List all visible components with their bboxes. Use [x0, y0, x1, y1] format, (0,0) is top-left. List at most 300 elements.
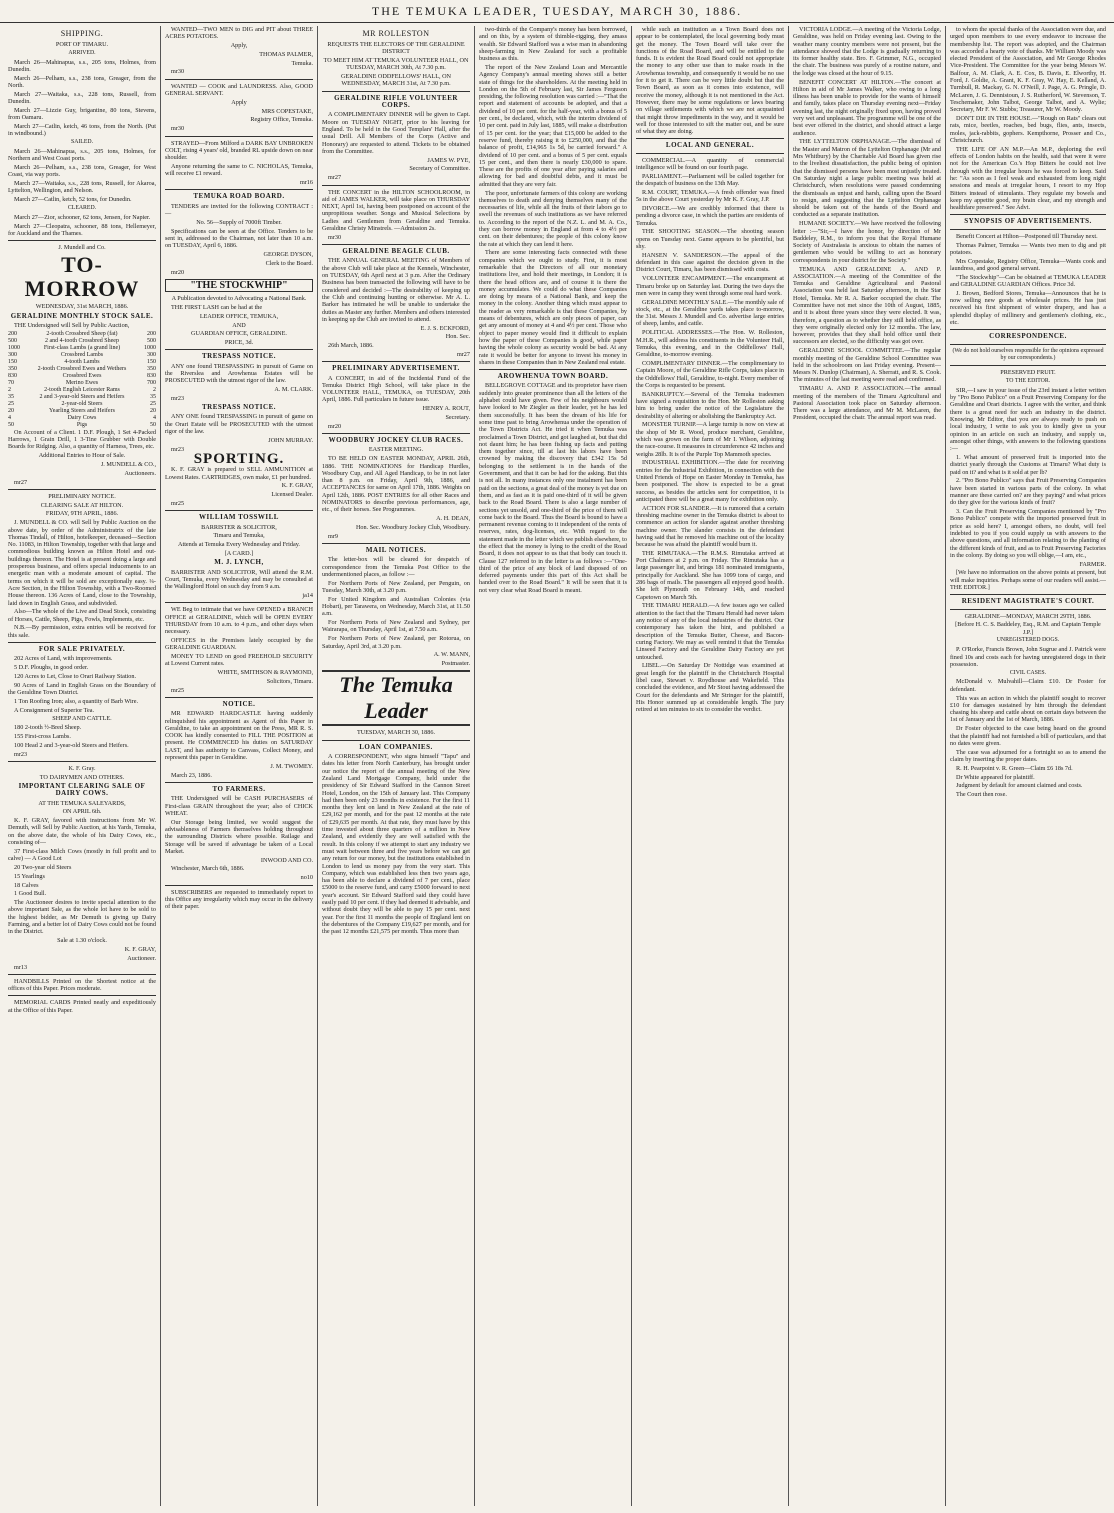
- wanted-apply: Apply,: [230, 42, 248, 50]
- divider: [165, 510, 313, 511]
- divider: [8, 642, 156, 643]
- notice-text: MR EDWARD HARDCASTLE having suddenly relinquished his appointment as Agent of this Paper in Geraldine, to take an appointment on the Press, MR R. S. COOK has kindly consented to FILL THE POSITION at present. He COMMENCED his duties on SATURDAY LAST, and has authority to Canvass, Collect Money, and represent this paper in Geraldine.: [165, 710, 313, 762]
- stock-quantity: 200: [147, 330, 156, 337]
- easter-heading: EASTER MEETING.: [368, 446, 424, 454]
- divider: [636, 153, 784, 154]
- news-item: LIBEL.—On Saturday Dr Nottidge was examined at great length for the plaintiff in the Christchurch Hospital libel case, Stewart v. Roydhouse and Wakefield. This concluded the evidence, and Mr Stout having addressed the Court for the defendants and Mr Stringer for the plaintiff, His Honor summed up at considerable length. The jury retired at ten minutes to six to consider the verdict.: [636, 662, 784, 714]
- editorial-paragraph: The report of the New Zealand Loan and Mercantile Agency Company's annual meeting shows still a better state of things for the shareholders. At the meeting held in London on the 5th of February last, Sir James Ferguson presiding, the following resolution was carried :—"That the report and statement of accounts be adopted, and that a dividend of 10 per cent. for the half-year, with a bonus of 5 per cent., be declared, which, with the interim dividend of 10 per cent. paid in July last, 1885, will make a distribution of 15 per cent. for the year; that £15,000 be added to the reserve fund, thereby raising it to £250,000, and that the balance of profit, £14,965 1s 5d, be carried forward." A dividend of 10 per cent. and a bonus of 5 per cent. equals 15 per cent., and then there is nearly £30,000 to spare. These are the profits of one year after paying salaries and allowing for bad and doubtful debts, and it must be admitted that they are very fair.: [479, 63, 627, 188]
- stock-row: [8, 380, 156, 387]
- divider: [479, 369, 627, 370]
- court-before: [Before H. C. S. Baddeley, Esq., R.M. and Captain Temple J.P.]: [955, 621, 1101, 636]
- stock-quantity: 35: [150, 393, 156, 400]
- divider: [950, 214, 1106, 215]
- cleared-heading: CLEARED.: [67, 204, 97, 211]
- clearing-nb: N.B.—By permission, extra entries will be received for this sale.: [8, 624, 156, 639]
- divider: [950, 344, 1106, 345]
- stock-description: 2 and 4-tooth Crossbred Sheep: [44, 337, 119, 344]
- sporting-text: K. F. GRAY is prepared to SELL AMMUNITION at Lowest Rates. CARTRIDGES, own make, £1 per hundred.: [165, 466, 313, 481]
- mail-text: The letter-box will be cleared for despatch of correspondence from the Temuka Post Office to the undermentioned places, as follow :—: [322, 556, 470, 578]
- letter-paragraph: SIR,—I saw in your issue of the 23rd instant a letter written by "Pro Bono Publico" on a Fruit Preserving Company for the Geraldine and Orari districts. I agree with the writer, and think there is a great need for such an industry in the district. Knowing, Mr Editor, that you are always ready to push on local industry, I write to ask you to kindly give us your opinion in an article on such an industry, and supply us, amongst other things, with answers to the following questions :—: [950, 386, 1106, 453]
- money-signature: WHITE, SMITHSON & RAYMOND,: [217, 669, 313, 677]
- divider: [165, 885, 313, 886]
- news-item: HANSEN V. SANDERSON.—The appeal of the defendant in this case against the decision given in the District Court, Timaru, has been dismissed with costs.: [636, 251, 784, 274]
- letter-paragraph: 2. "Pro Bono Publico" says that Fruit Preserving Companies have been started in various parts of the colony. In what manner are these carried on? are they paying? and what prices do they give for the various kinds of fruit?: [950, 477, 1106, 507]
- page-columns: [4, 26, 1110, 1506]
- divider: [8, 761, 156, 762]
- for-sale-item: 5 D.F. Ploughs, in good order.: [14, 664, 89, 672]
- news-item: MONSTER TURNIP.—A large turnip is now on view at the shop of Mr R. Wood, produce merchant, Geraldine, which was grown on the farm of Mr I. Wilson, adjoining the race-course. It measures in circumference 42 inches and weighs 28lb. It is of the Purple Top Mammoth species.: [636, 421, 784, 458]
- clearing-also: Also—The whole of the Live and Dead Stock, consisting of Horses, Cattle, Sheep, Pigs, Fowls, Implements, etc.: [8, 608, 156, 623]
- editorial-paragraph: The poor, unfortunate farmers of this colony are working themselves to death and denying themselves many of the necessaries of life, while all the fruits of their labors go to swell the revenues of such institutions as we have referred to. According to the report of the N.Z. L. and M. A. Co., they can borrow money in England at from 4 to 4½ per cent. on their debentures; the people of this colony know the rate at which they can lend it here.: [479, 189, 627, 248]
- wanted-place: Registry Office, Temuka.: [250, 116, 313, 124]
- sale-signature: J. MUNDELL & CO.,: [100, 461, 156, 468]
- farmers-signature: INWOOD AND CO.: [260, 856, 313, 864]
- woodbury-heading: WOODBURY JOCKEY CLUB RACES.: [328, 436, 464, 445]
- divider: [322, 740, 470, 741]
- port-heading: PORT OF TIMARU.: [55, 41, 109, 48]
- rolleston-sub: REQUESTS THE ELECTORS OF THE GERALDINE DISTRICT: [327, 41, 465, 56]
- notice-date: March 23, 1886.: [171, 771, 212, 779]
- trespass-text: ANY one found TRESPASSING in pursuit of Game on the Riverslea and Arowhenua Estates will be PROSECUTED with the utmost rigor of the law.: [165, 362, 313, 385]
- sheep-item: 100 Head 2 and 3-year-old Steers and Heifers.: [14, 741, 129, 749]
- beagle-role: Hon. Sec.: [445, 333, 470, 341]
- sheep-item: 180 2-tooth ½-Bred Sheep.: [14, 724, 82, 732]
- stock-quantity: 20: [8, 407, 14, 414]
- stock-table: [8, 331, 156, 429]
- sale-account: On Account of a Client. 1 D.F. Plough, 1 Set 4-Packed Harrows, 1 Grain Drill, 1 3-Tine Grubber with Double Boards for Ridging. Also, a quantity of Harness, Trees, etc.: [8, 428, 156, 451]
- sporting-heading: SPORTING.: [193, 450, 285, 467]
- first-lash: THE FIRST LASH can be had at the: [171, 303, 263, 311]
- stock-description: Dairy Cows: [67, 414, 97, 421]
- rolleston-heading: MR ROLLESTON: [362, 29, 430, 38]
- strayed-reward: Anyone returning the same to C. NICHOLAS, Temuka, will receive £1 reward.: [165, 162, 313, 178]
- stock-quantity: 1000: [8, 344, 20, 351]
- stock-quantity: 50: [150, 421, 156, 428]
- dairy-item: 1 Good Bull.: [14, 890, 47, 898]
- divider: [165, 349, 313, 350]
- mail-item: For Northern Ports of New Zealand and Sydney, per Wairarapa, on Thursday, April 1st, at 7.50 a.m.: [322, 619, 470, 634]
- sheep-item: 155 First-cross Lambs.: [14, 733, 71, 740]
- ad-ref: mr30: [171, 125, 185, 133]
- woodbury-signature: A. H. DEAN,: [436, 515, 470, 523]
- trespass-heading: TRESPASS NOTICE.: [201, 403, 276, 412]
- news-item: THE LIFE OF AN M.P.—An M.P., deploring the evil effects of London habits on the health, said that were it were not for the American Co.'s Hop Bitters he could not live through with the irregular hours he was forced to keep. Said he: "As soon as I feel weak and exhausted from long night sessions and meals at irregular hours, I resort to my Hop Bitters instead of stimulants. They regulate my bowels and keep my appetite good, my brain clear, and my strength and healthfare preserved." See Advt.: [950, 145, 1106, 212]
- for-sale-item: A Consignment of Superior Tea.: [14, 706, 95, 714]
- column-4: [475, 26, 632, 1506]
- beagle-text: THE ANNUAL GENERAL MEETING of Members of the above Club will take place at the Kennels, Winchester, on TUESDAY, 6th April next at 3 p.m. After the Ordinary Business has been transacted the following will have to be considered and decided :—The desirability of keeping up the Club and continuing hunting or otherwise. Mr A. L. Barker has intimated he will be unable to undertake the duties as Master any further. Members and others interested in keeping up the Club are invited to attend.: [322, 257, 470, 323]
- synopsis-item: Thomas Palmer, Temuka — Wants two men to dig and pit potatoes.: [950, 241, 1106, 256]
- news-item: GERALDINE SCHOOL COMMITTEE.—The regular monthly meeting of the Geraldine School Committee was held in the schoolroom on last Friday evening. Present—Messrs N. Dunlop (Chairman), A. Sherratt, and R. S. Cook. The minutes of the last meeting were read and confirmed.: [793, 347, 941, 384]
- divider: [8, 489, 156, 490]
- stock-quantity: 4: [153, 414, 156, 421]
- stock-quantity: 70: [8, 379, 14, 386]
- court-text: R. H. Pearpoint v. R. Green—Claim £6 18s 7d.: [956, 764, 1073, 772]
- synopsis-item: Benefit Concert at Hilton—Postponed till Thursday next.: [956, 232, 1098, 240]
- letter-to-editor: TO THE EDITOR.: [1005, 377, 1051, 384]
- divider: [165, 79, 313, 80]
- rifle-heading: GERALDINE RIFLE VOLUNTEER CORPS.: [334, 93, 458, 110]
- stock-quantity: 300: [147, 351, 156, 358]
- column-3: [318, 26, 475, 1506]
- wanted-signature: MRS COPESTAKE,: [261, 107, 313, 115]
- sporting-role: Licensed Dealer.: [271, 491, 313, 499]
- stock-quantity: 300: [8, 351, 17, 358]
- ad-ref: mr23: [171, 394, 185, 402]
- court-text: P. O'Rorke, Francis Brown, John Sugrue and J. Patrick were fined 10s and costs each for having unregistered dogs in their possession.: [950, 646, 1106, 668]
- tenders-role: Clerk to the Board.: [265, 259, 313, 267]
- clearing-text: J. MUNDELL & CO. will Sell by Public Auction on the above date, by order of the Administratrix of the late Thomas Tindall, of Hilton, hotelkeeper, deceased—Section No. 11083, in Hilton Township, together with that large and commodious building known as Hilton Hotel and out-buildings thereon. The Hotel is at present doing a large and prosperous business, and offers special inducements to an energetic man with a moderate amount of capital. The terms on which it will be sold are exceptionally easy. ¼-Acre Section, in the Hilton Township, with a Two-Roomed House thereon. 136 Acres of Land, close to the Township, laid down in English Grass, and subdivided.: [8, 519, 156, 607]
- ad-ref: no10: [300, 874, 313, 882]
- mail-signature: A. W. MANN,: [433, 651, 470, 659]
- for-sale-item: 90 Acres of Land in English Grass on the Boundary of the Geraldine Town District.: [8, 681, 156, 697]
- sporting-signature: K. F. GRAY,: [281, 482, 313, 490]
- editorial-paragraph: while such an institution as a Town Board does not appear to be contemplated, the local governing body must get the money. The Town Board will take over the functions of the Road Board, and will be entitled to the funds. It is evident the Road Board could not appropriate the money to any other use than to make roads in the Arowhenua township, and consequently it would be no use for it to get it. There can be very little doubt but that the Town Board, as soon as it comes into existence, will receive the money, although it is not mentioned in the Act. However, there may be some regulations or laws bearing on village settlements with which we are not acquainted that might throw impediments in the way, and it would be well for those interested to sift the matter out, and be sure of what they are doing.: [636, 26, 784, 136]
- shipping-entry: March 26—Mahinapua, s.s., 205 tons, Holmes, for Northern and West Coast ports.: [8, 147, 156, 163]
- handbills-ad: HANDBILLS Printed on the Shortest notice at the offices of this Paper. Prices moderate.: [8, 977, 156, 993]
- lynch-text: BARRISTER AND SOLICITOR, Will attend the R.M. Court, Temuka, every Wednesday and may be consulted at the Wallingford Hotel on such day from 9 a.m.: [165, 568, 313, 591]
- tosswill-heading: WILLIAM TOSSWILL: [199, 513, 279, 522]
- sale-intro: THE Undersigned will Sell by Public Auction,: [14, 322, 130, 330]
- ad-ref: mr27: [456, 350, 470, 358]
- loan-heading: LOAN COMPANIES.: [359, 742, 433, 751]
- tenders-signature: GEORGE DYSON,: [263, 250, 313, 258]
- arrived-heading: ARRIVED.: [68, 49, 96, 56]
- trespass-signature: JOHN MURRAY.: [268, 436, 313, 444]
- divider: [322, 185, 470, 186]
- news-item: POLITICAL ADDRESSES.—The Hon. W. Rolleston, M.H.R., will address his constituents in the Volunteer Hall, Temuka, this evening, and in the Oddfellows' Hall, Geraldine, to-morrow evening.: [636, 329, 784, 359]
- tosswill-text: Attends at Temuka Every Wednesday and Friday.: [178, 541, 300, 549]
- price: PRICE, 3d.: [224, 339, 254, 347]
- strayed-ad: STRAYED—From Milford a DARK BAY UNBROKEN COLT, rising 4 years' old, branded RL upside down on near shoulder.: [165, 139, 313, 162]
- news-item: THE TIMARU HERALD.—A few issues ago we called attention to the fact that the Timaru Herald had never taken any notice of any of the local industries of the district. Our contemporary has taken the hint, and published a description of the Temuka Butter, Cheese, and Bacon-curing Factory. We may as well remind it that the Temuka Linseed Factory and the Geraldine Dairy Factory are yet untouched.: [636, 602, 784, 661]
- stock-row: [8, 352, 156, 359]
- stock-quantity: 150: [147, 358, 156, 365]
- dairymen-heading: TO DAIRYMEN AND OTHERS.: [39, 773, 125, 781]
- stock-description: 4-tooth Lambs: [64, 358, 100, 365]
- shipping-entry: March 27—Catlin, ketch, 52 tons, for Dunedin.: [14, 196, 132, 204]
- news-item: DIVORCE.—We are credibly informed that there is pending a divorce case, in which the parties are residents of Temuka.: [636, 205, 784, 227]
- ad-ref: ja14: [302, 591, 313, 599]
- rifle-signature: JAMES W. PYE,: [427, 156, 470, 164]
- advertiser-name: K. F. Gray.: [68, 764, 96, 772]
- divider: [950, 329, 1106, 330]
- stock-row: [8, 415, 156, 422]
- stock-row: [8, 387, 156, 394]
- column-1: [4, 26, 161, 1506]
- stock-quantity: 2: [8, 386, 11, 393]
- correspondence-note: (We do not hold ourselves responsible for the opinions expressed by our correspondents.): [952, 347, 1104, 361]
- editorial-paragraph: There are some interesting facts connected with these companies which we ought to study. First, it is most remarkable that the Directors of all our monetary institutions live, and hold their meetings, in London; it is there the head offices are, and of course it is there the money accumulates. We could do what these Companies are doing by means of a National Bank, and keep the money in the colony. Another thing which must appear to the reader as very remarkable is that these Companies, by means of debentures, which are only pieces of paper, can get any amount of money at 4 and 4½ per cent. Those who object to paper money would find it difficult to explain how the paper of these Companies is good, while paper having the whole colony as security would be bad. At any rate it would be better for anyone to invest his money in shares in these Companies than in New Zealand real estate.: [479, 249, 627, 366]
- stock-description: Pigs: [76, 421, 88, 428]
- stock-quantity: 4: [8, 414, 11, 421]
- rifle-text: A COMPLIMENTARY DINNER will be given to Capt. Moore on TUESDAY NIGHT, prior to his leaving for England. To be held in the Good Templars' Hall, after the usual Drill. All Members of the Corps (Active and Honorary) are requested to attend. Tickets to be obtained from the Committee.: [322, 111, 470, 155]
- dairy-text: K. F. GRAY, favored with instructions from Mr W. Demuth, will Sell by Public Auction, at his Yards, Temuka, on the above date, the whole of his Dairy Cows, etc., consisting of—: [8, 817, 156, 847]
- farmers-heading: TO FARMERS.: [212, 784, 266, 793]
- branch-office-text: OFFICES in the Premises lately occupied by the GERALDINE GUARDIAN.: [165, 636, 313, 652]
- dairy-title: IMPORTANT CLEARING SALE OF DAIRY COWS.: [18, 781, 146, 798]
- ad-ref: mr23: [14, 750, 28, 758]
- for-sale-heading: FOR SALE PRIVATELY.: [38, 645, 126, 654]
- synopsis-item: J. Brown, Bedford Stores, Temuka—Announces that he is now selling new goods at wholesale prices. He has just received his first shipment of winter drapery, and has a splendid display of millinery and gentlemen's clothing, etc., etc.: [950, 289, 1106, 326]
- divider: [950, 365, 1106, 366]
- beagle-date: 26th March, 1886.: [328, 342, 374, 350]
- sale-entries: Additional Entries to Hour of Sale.: [38, 452, 126, 460]
- ad-ref: mr27: [328, 174, 342, 182]
- shipping-heading: SHIPPING.: [60, 29, 104, 38]
- divider: [322, 91, 470, 92]
- news-item: GERALDINE MONTHLY SALE.—The monthly sale of stock, etc., at the Geraldine yards takes place to-morrow, the 31st. Messrs J. Mundell and Co. advertise large entries of sheep, lambs, and cattle.: [636, 298, 784, 328]
- civil-heading: CIVIL CASES.: [1009, 669, 1047, 676]
- clearing-date: FRIDAY, 9TH APRIL, 1886.: [45, 510, 119, 518]
- news-item: to whom the special thanks of the Association were due, and urged upon members to use every endeavor to increase the membership list. The report was adopted, and the Chairman was accorded a hearty vote of thanks. Mr William Moody was elected President of the Association, and Mr George Rhodes Vice-President. The Committee for the year being Messrs W. Balfour, A. M. Clark, A. E. Cox, B. Davis, E. Elworthy, H. Ford, J. Goldie, A. Grant, K. F. Gray, W. Hay, E. Kelland, A. Turnbull, R. Mackay, G. N. O'Neill, J. Page, A. G. Pringle, D. McLaren, J. G. Dennistoun, J. S. Rutherford, W. Stevenson, T. Teschemaker, John Talbot, George Talbot, and A. Wylie; Secretary, Mr F. W. Stubbs; Treasurer, Mr W. Moody.: [950, 26, 1106, 114]
- court-date: GERALDINE—MONDAY, MARCH 29TH, 1886.: [964, 612, 1092, 620]
- stock-quantity: 700: [147, 379, 156, 386]
- divider: [165, 602, 313, 603]
- stock-row: [8, 345, 156, 352]
- card-label: [A CARD.]: [224, 549, 254, 557]
- court-heading: RESIDENT MAGISTRATE'S COURT.: [961, 597, 1095, 606]
- stock-row: [8, 331, 156, 338]
- divider: [950, 594, 1106, 595]
- ad-ref: mr13: [14, 963, 28, 971]
- stock-description: Yearling Steers and Heifers: [49, 407, 115, 414]
- sale-role: Auctioneers.: [124, 469, 156, 477]
- correspondence-heading: CORRESPONDENCE.: [989, 332, 1067, 341]
- dairy-signature: K. F. GRAY,: [124, 945, 156, 953]
- paper-nameplate: The Temuka Leader: [322, 670, 470, 726]
- divider: [8, 995, 156, 996]
- divider: [165, 697, 313, 698]
- divider: [636, 138, 784, 139]
- ad-ref: mr27: [14, 478, 28, 486]
- news-item: THE RIMUTAKA.—The R.M.S. Rimutaka arrived at Port Chalmers at 2 p.m. on Friday. The Rimutaka has a large passenger list, and brings 181 nominated immigrants, principally for Auckland. She has 1099 tons of cargo, and 286 bags of mails. The passengers all enjoyed good health. She left Plymouth on February 14th, and reached Capetown on March 5th.: [636, 549, 784, 601]
- sheep-cattle-heading: SHEEP AND CATTLE.: [52, 715, 112, 723]
- farmers-text: THE Undersigned will be CASH PURCHASERS of First-class GRAIN throughout the year; also of CHICK WHEAT.: [165, 795, 313, 817]
- stock-quantity: 350: [147, 365, 156, 372]
- news-item: PARLIAMENT.—Parliament will be called together for the despatch of business on the 13th May.: [636, 172, 784, 188]
- stock-quantity: 25: [150, 400, 156, 407]
- stock-description: 2-tooth Crossbred Sheep (fat): [46, 330, 118, 337]
- prelim-text: A CONCERT, in aid of the Incidental Fund of the Temuka District High School, will take place in the VOLUNTEER HALL, TEMUKA, on TUESDAY, 20th April, 1886. Full particulars in future issue.: [322, 374, 470, 404]
- mail-item: For Northern Ports of New Zealand, per Rotorua, on Saturday, April 3rd, at 3.20 p.m.: [322, 635, 470, 650]
- news-item: THE LYTTELTON ORPHANAGE.—The dismissal of the Master and Matron of the Lyttelton Orphanage (Mr and Mrs Whitbury) by the Charitable Aid Board has given rise to the liveliest dissatisfaction, the public being of opinion that the dismissed persons have been most unjustly treated. On Saturday night a large public meeting was held at Christchurch, when resolutions were passed condemning the dismissals as unjust and harsh, calling upon the Board to resign, and suggesting that the Lyttelton Orphanage should be taken out of the hands of the Board and conducted as a separate institution.: [793, 138, 941, 219]
- divider: [165, 782, 313, 783]
- lynch-heading: M. J. LYNCH,: [214, 558, 264, 567]
- trespass-heading: TRESPASS NOTICE.: [201, 352, 276, 361]
- issue-date: TUESDAY, MARCH 30, 1886.: [356, 729, 436, 737]
- concert-text: THE CONCERT in the HILTON SCHOOLROOM, in aid of JAMES WALKER, will take place on THURSDAY NEXT, April 1st, having been postponed on account of the unpropitious weather. Songs and Musical Selections by Ladies and Gentlemen from Geraldine and Temuka. Geraldine Christy Minstrels. —Admission 2s.: [322, 188, 470, 233]
- letter-heading: PRESERVED FRUIT.: [1000, 369, 1056, 377]
- ad-ref: mr30: [171, 68, 185, 76]
- letter-signature: FARMER.: [1079, 560, 1106, 568]
- branch-office-text: WE Beg to intimate that we have OPENED a BRANCH OFFICE at GERALDINE, which will be OPEN EVERY THURSDAY from 10 a.m. to 4 p.m., and other days when necessary.: [165, 606, 313, 636]
- for-sale-item: 120 Acres to Let, Close to Orari Railway Station.: [14, 672, 137, 680]
- subscribers-notice: SUBSCRIBERS are requested to immediately report to this Office any irregularity which may occur in the delivery of their paper.: [165, 888, 313, 911]
- news-item: DON'T DIE IN THE HOUSE.—"Rough on Rats" clears out rats, mice, beetles, roaches, bed bugs, flies, ants, insects, moles, jack-rabbits, gophers. Kempthorne, Prosser and Co., Christchurch.: [950, 115, 1106, 144]
- wanted-signature: THOMAS PALMER,: [259, 50, 313, 58]
- memorial-ad: MEMORIAL CARDS Printed neatly and expeditiously at the Office of this Paper.: [8, 999, 156, 1014]
- synopsis-heading: SYNOPSIS OF ADVERTISEMENTS.: [964, 217, 1092, 226]
- news-item: THE SHOOTING SEASON.—The shooting season opens on Tuesday next. Game appears to be plentiful, but shy.: [636, 228, 784, 251]
- shipping-entry: March 26—Pelham, s.s., 238 tons, Greager, for West Coast, via way ports.: [8, 163, 156, 179]
- news-item: TEMUKA AND GERALDINE A. AND P. ASSOCIATION.—A meeting of the Committee of the Temuka and Geraldine Agricultural and Pastoral Association was held last Saturday afternoon, in the Star Hotel, Temuka. Mr R. A. Barker occupied the chair. The Committee have not met since the 10th of August, 1885, and it is about three years since they were elected. It was, therefore, a question as to whether they still held office, as they were originally elected only for 12 months. The law, however, provides that they shall hold office until their successors are elected, so the difficulty was got over.: [793, 265, 941, 346]
- rifle-role: Secretary of Committee.: [409, 165, 470, 173]
- ad-ref: mr20: [171, 268, 185, 276]
- column-6: [789, 26, 946, 1506]
- mail-item: For Northern Ports of New Zealand, per Penguin, on Tuesday, March 30th, at 3.20 p.m.: [322, 579, 470, 594]
- unregistered-heading: UNREGISTERED DOGS.: [996, 637, 1060, 644]
- dairy-role: Auctioneer.: [127, 954, 156, 962]
- arowhenua-heading: AROWHENUA TOWN BOARD.: [497, 372, 609, 381]
- divider: [165, 189, 313, 190]
- notice-heading: NOTICE.: [222, 699, 256, 708]
- divider: [322, 543, 470, 544]
- news-item: BENEFIT CONCERT AT HILTON.—The concert at Hilton in aid of Mr James Walker, who owing to a long illness has been unable to provide for the wants of himself and family, takes place on Thursday evening next—Friday evening last, the night originally fixed upon, having proved very wet and unpleasant. The programme will be one of the best ever offered in the district, and should attract a large audience.: [793, 78, 941, 137]
- stock-description: First-class Lambs (a grand line): [43, 344, 121, 351]
- editorial-paragraph: two-thirds of the Company's money has been borrowed, and on this, by a system of thimble-rigging, they amass wealth. Sir Edward Stafford was a wise man in abandoning sheep-farming in New Zealand for such a profitable business as this.: [479, 26, 627, 63]
- stock-description: 2-tooth English Leicester Rams: [44, 386, 120, 393]
- divider: [950, 609, 1106, 610]
- prelim-signature: HENRY A. ROUT,: [422, 405, 470, 413]
- woodbury-role: Hon. Sec. Woodbury Jockey Club, Woodbury.: [355, 523, 470, 531]
- wanted-apply: Apply: [231, 98, 247, 106]
- stock-row: [8, 366, 156, 373]
- court-text: This was an action in which the plaintiff sought to recover £10 for damages sustained by him through the defendant chasing his sheep and cattle about on certain days between the 1st of January and the 1st of March, 1886.: [950, 694, 1106, 724]
- dairy-time: Sale at 1.30 o'clock.: [57, 937, 107, 945]
- shipping-entry: March 26—Mahinapua, s.s., 205 tons, Holmes, from Dunedin.: [8, 58, 156, 73]
- stock-quantity: 200: [8, 330, 17, 337]
- stock-row: [8, 394, 156, 401]
- dairy-on: ON APRIL 6th.: [62, 808, 102, 816]
- meeting-text: GERALDINE ODDFELLOWS' HALL, ON WEDNESDAY, MARCH 31st, At 7.30 p.m.: [340, 73, 452, 88]
- notice-signature: J. M. TWOMEY.: [270, 762, 313, 770]
- prelim-heading: PRELIMINARY ADVERTISEMENT.: [332, 364, 460, 373]
- arowhenua-text: BELLEGROVE COTTAGE and its proprietor have risen suddenly into greater prominence than all the letters of the alphabet could have given. Few of his neighbours would have looked to Mr Ziegler as their leader, yet he has led them successfully. It has been the dream of his life for some time past to bring Arowhenua under the operation of the Town Districts Act. He tried it when Temuka was proclaimed a Town District, and got laughed at, but that did not daunt him; he has been fishing up facts and putting them together since, till at last his labors have been crowned by making the discovery that £342 15s 5d belonging to the settlement is in the hands of the Government, and that it can be had for the asking. But this is not all. In many instances only one instalment has been paid on the sections, a great deal of the money is yet due on them, and as fast as it is paid one-third of it will be given back to the Road Board. There is also a large number of sections yet unsold, and one-third of the price of them will come back to the Board. Thus the Board is bound to have a permanent revenue coming to it independent of the rents of reserves, rates, dog-licenses, etc. With regard to the statement made in the letter which we publish elsewhere, to the effect that the money is lying to the credit of the Road Board, it does not appear to us that that body can touch it. Clause 127 referred to in the letter is as follows :—"One-third of the price of any block of land disposed of on deferred payments under this part of this Act shall be handed over to the Road Board." It will be seen that it is not very clear what Road Board is meant.: [479, 382, 627, 594]
- tomorrow-heading: TO-MORROW: [24, 252, 140, 302]
- first-lash-office: LEADER OFFICE, TEMUKA,: [199, 312, 279, 320]
- shipping-entry: March 27—Lizzie Guy, brigantine, 80 tons, Stevens, from Oamaru.: [8, 106, 156, 122]
- news-item: BANKRUPTCY.—Several of the Temuka tradesmen have signed a requisition to the Hon. Mr Rolleston asking him to bring under the notice of the Legislature the desirability of altering or abolishing the Bankruptcy Act.: [636, 390, 784, 420]
- stock-description: 2-year-old Steers: [61, 400, 103, 407]
- dairy-item: 18 Calves: [14, 881, 39, 889]
- beagle-heading: GERALDINE BEAGLE CLUB.: [342, 247, 450, 256]
- ad-ref: mr25: [171, 686, 185, 694]
- news-item: TIMARU A. AND P. ASSOCIATION.—The annual meeting of the members of the Timaru Agricultural and Pastoral Association took place on Saturday afternoon. There was a large attendance, and Mr M. McLaren, the President, occupied the chair. The annual report was read.: [793, 385, 941, 422]
- for-sale-item: 1 Ton Roofing Iron; also, a quantity of Barb Wire.: [14, 697, 139, 705]
- trespass-signature: A. M. CLARK.: [274, 386, 313, 394]
- stock-quantity: 1000: [144, 344, 156, 351]
- divider: [165, 136, 313, 137]
- ad-ref: mr16: [299, 179, 313, 187]
- divider: [322, 244, 470, 245]
- shipping-entry: March 27—Zior, schooner, 62 tons, Jensen, for Napier.: [14, 213, 151, 221]
- synopsis-item: Mrs Copestake, Registry Office, Temuka—Wants cook and laundress, and good general servant.: [950, 257, 1106, 272]
- stock-quantity: 830: [8, 372, 17, 379]
- news-item: ACTION FOR SLANDER.—It is rumored that a certain threshing machine owner in the Temuka district is about to commence an action for slander against another threshing machine owner. The slander consists in the defendant having said that he removed his machine out of the locality because he was afraid the plaintiff would burn it.: [636, 504, 784, 549]
- stock-description: Merino Ewes: [65, 379, 99, 386]
- stock-quantity: 500: [147, 337, 156, 344]
- news-item: VICTORIA LODGE.—A meeting of the Victoria Lodge, Geraldine, was held on Friday evening last. Owing to the weather many country members were not present, but the attendance showed that the Lodge is gradually returning to its former healthy state. Bro. F. Grimmer, N.G., occupied the chair. The business was purely of a routine nature, and the lodge was closed at the hour of 9.15.: [793, 26, 941, 77]
- stock-row: [8, 338, 156, 345]
- wanted-place: Temuka.: [291, 59, 313, 67]
- news-item: COMPLIMENTARY DINNER.—The complimentary to Captain Moore, of the Geraldine Rifle Corps, takes place in the Oddfellows' Hall, Geraldine, to-night. Every member of the Corps is requested to be present.: [636, 359, 784, 389]
- masthead: THE TEMUKA LEADER, TUESDAY, MARCH 30, 1886.: [0, 0, 1114, 23]
- dairy-note: The Auctioneer desires to invite special attention to the above important Sale, as the whole lot have to be sold to the highest bidder, as Mr Demuth is giving up Dairy Farming, and a better lot of Dairy Cows could not be found in the District.: [8, 899, 156, 936]
- synopsis-item: "The Stockwhip"—Can be obtained at TEMUKA LEADER and GERALDINE GUARDIAN Offices. Price 3d.: [950, 273, 1106, 288]
- sale-date: WEDNESDAY, 31st MARCH, 1886.: [35, 303, 129, 311]
- stock-row: [8, 373, 156, 380]
- divider: [950, 229, 1106, 230]
- news-item: INDUSTRIAL EXHIBITION.—The date for receiving entries for the Industrial Exhibition, in connection with the United Friends of Hope on Easter Monday in Temuka, has been postponed. The show is expected to be a great success, as besides the articles sent for competition, it is anticipated there will be a great many for exhibition only.: [636, 459, 784, 503]
- stock-row: [8, 422, 156, 429]
- advertiser-name: J. Mundell and Co.: [58, 244, 106, 252]
- shipping-entry: March 27—Cleopatra, schooner, 88 tons, Hellemeyer, for Auckland and the Thames.: [8, 222, 156, 237]
- beagle-signature: E. J. S. ECKFORD,: [420, 324, 470, 332]
- editor-note: [We have no information on the above points at present, but will make inquiries. Perhaps some of our readers will assist.—THE EDITOR.]: [950, 569, 1106, 591]
- divider: [8, 240, 156, 241]
- ad-ref: mr9: [328, 532, 338, 540]
- mail-role: Postmaster.: [441, 660, 470, 668]
- tosswill-role: BARRISTER & SOLICITOR,: [201, 523, 277, 531]
- ad-ref: mr25: [171, 499, 185, 507]
- stock-quantity: 35: [8, 393, 14, 400]
- farmers-date: Winchester, March 6th, 1886.: [171, 865, 245, 873]
- court-text: The case was adjourned for a fortnight so as to amend the claim by inserting the proper dates.: [950, 748, 1106, 763]
- court-text: The Court then rose.: [956, 791, 1007, 799]
- shipping-entry: March 26—Pelham, s.s., 238 tons, Greager, from the North.: [8, 74, 156, 89]
- tosswill-place: Timaru and Temuka,: [213, 532, 265, 540]
- tenders-item: No. 56—Supply of 7000ft Timber.: [196, 218, 282, 226]
- court-text: Dr White appeared for plaintiff.: [956, 773, 1035, 781]
- stock-description: Crossbred Ewes: [62, 372, 102, 379]
- dairy-at: AT THE TEMUKA SALEYARDS,: [38, 799, 126, 807]
- local-general-heading: LOCAL AND GENERAL.: [665, 141, 755, 150]
- tenders-text: TENDERS are invited for the following CONTRACT :—: [165, 202, 313, 217]
- stock-quantity: 50: [8, 421, 14, 428]
- mail-heading: MAIL NOTICES.: [365, 546, 427, 555]
- divider: [322, 433, 470, 434]
- dairy-item: 15 Yearlings: [14, 872, 45, 880]
- money-to-lend: MONEY TO LEND on good FREEHOLD SECURITY at Lowest Current rates.: [165, 652, 313, 668]
- stock-quantity: 150: [8, 358, 17, 365]
- loan-text: A CORRESPONDENT, who signs himself "Tapu" and dates his letter from North Canterbury, has brought under our notice the report of the annual meeting of the New Zealand Land Mortgage Company, held under the presidency of Sir Edward Stafford in the Cannon Street Hotel, London, on the 15th of January last. This Company had then been only 23 months in existence. For the first 11 months they lent on land in New Zealand at the rate of £29,162 per month, and for the past 12 months at the rate of £29,635 per month. At that rate, they must have by this time invested about three quarters of a million in New Zealand, and evidently they are well satisfied with the result. In this colony if we attempt to start any industry we must wait between three and five years before we can get any return for our money, but the institutions established in London to lend us money pay from the very start. This Company, which was established less then two years ago, has been able to declare a dividend of 7 per cent., place £5000 to the reserve fund, and carry £5000 forward to next year's account. Sir Edward Stafford said they could have easily paid 10 per cent. if they had deemed it advisable, and without doubt they will be able to pay 15 per cent. next year. For the first 11 months the people of England lent on the debentures of the Company £19,627 per month, and for the past 12 months £21,575 per month. Thus more than: [322, 753, 470, 936]
- ad-ref: mr30: [328, 233, 342, 241]
- wanted-ad: WANTED — COOK and LAUNDRESS. Also, GOOD GENERAL SERVANT.: [165, 82, 313, 98]
- road-board-heading: TEMUKA ROAD BOARD.: [193, 192, 285, 201]
- stock-quantity: 830: [147, 372, 156, 379]
- stockwhip-heading: "THE STOCKWHIP": [165, 279, 313, 292]
- sailed-heading: SAILED.: [70, 139, 94, 146]
- for-sale-item: 202 Acres of Land, with improvements.: [14, 655, 113, 663]
- stock-description: 2-tooth Crossbred Ewes and Wethers: [37, 365, 127, 372]
- shipping-entry: March 27—Catlin, ketch, 46 tons, from the North. (Put in windbound.): [8, 122, 156, 138]
- ad-ref: mr20: [328, 422, 342, 430]
- column-2: [161, 26, 318, 1506]
- stock-quantity: 350: [8, 365, 17, 372]
- meeting-text: TO MEET HIM AT TEMUKA VOLUNTEER HALL, ON TUESDAY, MARCH 30th, At 7.30 p.m.: [323, 57, 469, 72]
- stock-quantity: 25: [8, 400, 14, 407]
- sale-title: GERALDINE MONTHLY STOCK SALE.: [10, 311, 154, 320]
- ad-ref: mr23: [171, 445, 185, 453]
- court-text: Dr Foster objected to the case being heard on the ground that the plaintiff had not furnished a bill of particulars, and that no dates were given.: [950, 725, 1106, 747]
- news-item: COMMERCIAL.—A quantity of commercial intelligence will be found on our fourth page.: [636, 156, 784, 172]
- news-item: VOLUNTEER ENCAMPMENT.—The encampment at Timaru broke up on Saturday last. During the two days the men were in camp they went through some real hard work.: [636, 275, 784, 297]
- stock-description: 2 and 3-year-old Steers and Heifers: [39, 393, 125, 400]
- clearing-heading: CLEARING SALE AT HILTON.: [40, 501, 124, 509]
- dairy-item: 20 Two-year old Steers: [14, 863, 72, 871]
- letter-paragraph: 1. What amount of preserved fruit is imported into the district yearly through the Customs at Timaru? What duty is paid on it? and what is it sold at per lb?: [950, 453, 1106, 476]
- wanted-ad: WANTED—TWO MEN to DIG and PIT about THREE ACRES POTATOES.: [165, 26, 313, 41]
